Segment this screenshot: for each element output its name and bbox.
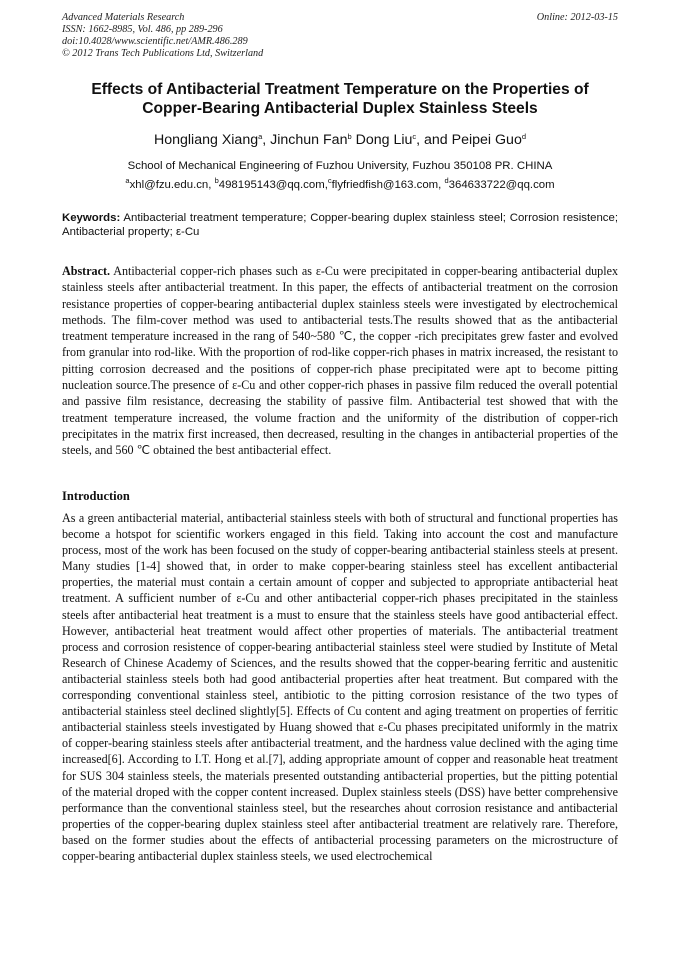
author-name: Hongliang Xiang xyxy=(153,132,259,148)
title-line-2: Copper-Bearing Antibacterial Duplex Stainless Steels xyxy=(142,100,538,117)
copyright-line: © 2012 Trans Tech Publications Ltd, Switzerland xyxy=(62,48,264,59)
introduction-body: As a green antibacterial material, antibacterial stainless steels with both of structural and functional properties has become a hotspot for scientific workers engaged in this field. Taking into account the cost and manufacture process, most of the work has been focused on the study of copper-bearing antibacterial stainless steels at present. Many studies [1-4] showed that, in order to make copper-bearing stainless steel has excellent antibacterial properties, the material must contain a certain amount of copper and subjected to appropriate antibacterial heat treatment. A sufficient number of ε-Cu and other antibacterial copper-rich phases precipitated in the stainless steels after antibacterial heat treatment is a must to ensure that the stainless steels have good antibacterial effect. However, antibacterial heat treatment would affect other properties of materials. The antibacterial treatment process and corrosion resistence of copper-bearing antibacterial stainless steel were studied by Institute of Metal Research of Chinese Academy of Sciences, and the results showed that the copper-bearing ferritic and austenitic antibacterial stainless steels both had good antibacterial properties after heat treatment. But compared with the corresponding conventional stainless steel, antibiotic to the pitting corrosion resistance of the two types of antibacterial stainless steel declined slightly[5]. Effects of Cu content and aging treatment on properties of ferritic antibacterial stainless steels investigated by Huang showed that ε-Cu phases precipitated uniformly in the matrix of copper-bearing stainless steels after antibacterial treatment, and the hardness value declined with the aging time increased[6]. According to I.T. Hong et al.[7], adding appropriate amount of copper and reasonable heat treatment for SUS 304 stainless steels, the materials presented outstanding antibacterial properties, but the pitting potential of the material droped with the copper content increased. Duplex stainless steels (DSS) have better comprehensive performance than the conventional stainless steel, but the researches ahout corrosion resistance and antibacterial properties of the copper-bearing duplex stainless steel after antibacterial treatment are relatively rare. Therefore, based on the former studies about the effects of antibacterial processing parameters on the microstructure of copper-bearing antibacterial duplex stainless steels, we used electrochemical xyxy=(62,511,618,863)
author-affil-mark: a xyxy=(258,132,263,141)
author-affil-mark: c xyxy=(412,132,417,141)
title-line-1: Effects of Antibacterial Treatment Temperature on the Properties of xyxy=(91,81,589,98)
email-link[interactable]: flyfriedfish@163.com, xyxy=(331,179,445,191)
email-link[interactable]: 498195143@qq.com, xyxy=(218,179,328,191)
abstract-text: Antibacterial copper-rich phases such as ε-Cu were precipitated in copper-bearing antibacterial duplex stainless steels after antibacterial treatment. In this paper, the effects of antibacterial treatment on the corrosion resistance properties of copper-bearing antibacterial duplex stainless steels were investigated by electrochemical methods. The film-cover method was used to antibacterial tests.The results showed that as the antibacterial treatment temperature increased in the rang of 540~580 ℃, the copper -rich precipitates grew faster and evolved from granular into rod-like. With the proportion of rod-like copper-rich phases in matrix increased, the resistant to pitting corrosion decreased and the positions of copper-rich phase precipitated were apt to become pitting nucleation source.The presence of ε-Cu and other copper-rich phases in passive film reduced the overall potential and passive film resistance, decreasing the stability of passive film. Antibacterial test showed that with the treatment temperature increased, the volume fraction and the uniformity of the distribution of copper-rich precipitates in the matrix first increased, then decreased, resulting in the changes in antibacterial properties of the steels, and 560 ℃ obtained the best antibacterial effect. xyxy=(62,264,618,458)
abstract-label: Abstract. xyxy=(62,264,111,278)
author-separator: , and xyxy=(416,132,452,148)
affiliation: School of Mechanical Engineering of Fuzhou University, Fuzhou 350108 PR. CHINA xyxy=(127,160,553,172)
author-separator: , xyxy=(262,132,271,148)
keywords xyxy=(62,211,618,239)
paper-title xyxy=(62,80,618,118)
author-affil-mark: d xyxy=(521,132,527,141)
keywords-label: Keywords: xyxy=(62,212,121,224)
issn-line: ISSN: 1662-8985, Vol. 486, pp 289-296 xyxy=(62,24,223,35)
author-affil-mark: b xyxy=(347,132,352,141)
email-link[interactable]: 364633722@qq.com xyxy=(448,179,555,191)
author-name: Dong Liu xyxy=(355,132,413,148)
abstract xyxy=(62,263,618,459)
email-mark: b xyxy=(214,176,219,185)
email-mark: c xyxy=(327,176,332,185)
email-list xyxy=(62,178,618,192)
journal-name: Advanced Materials Research xyxy=(62,12,185,23)
author-list xyxy=(62,131,618,149)
email-mark: a xyxy=(125,176,130,185)
section-heading-introduction: Introduction xyxy=(62,489,130,503)
author-name: Jinchun Fan xyxy=(270,132,348,148)
online-date: Online: 2012-03-15 xyxy=(536,12,618,23)
author-name: Peipei Guo xyxy=(451,132,522,148)
email-mark: d xyxy=(444,176,449,185)
doi-line[interactable]: doi:10.4028/www.scientific.net/AMR.486.289 xyxy=(62,36,248,47)
journal-header xyxy=(62,12,618,60)
email-link[interactable]: xhl@fzu.edu.cn, xyxy=(129,179,215,191)
keywords-text: Antibacterial treatment temperature; Copper-bearing duplex stainless steel; Corrosion resistence; Antibacterial property; ε-Cu xyxy=(62,212,618,238)
